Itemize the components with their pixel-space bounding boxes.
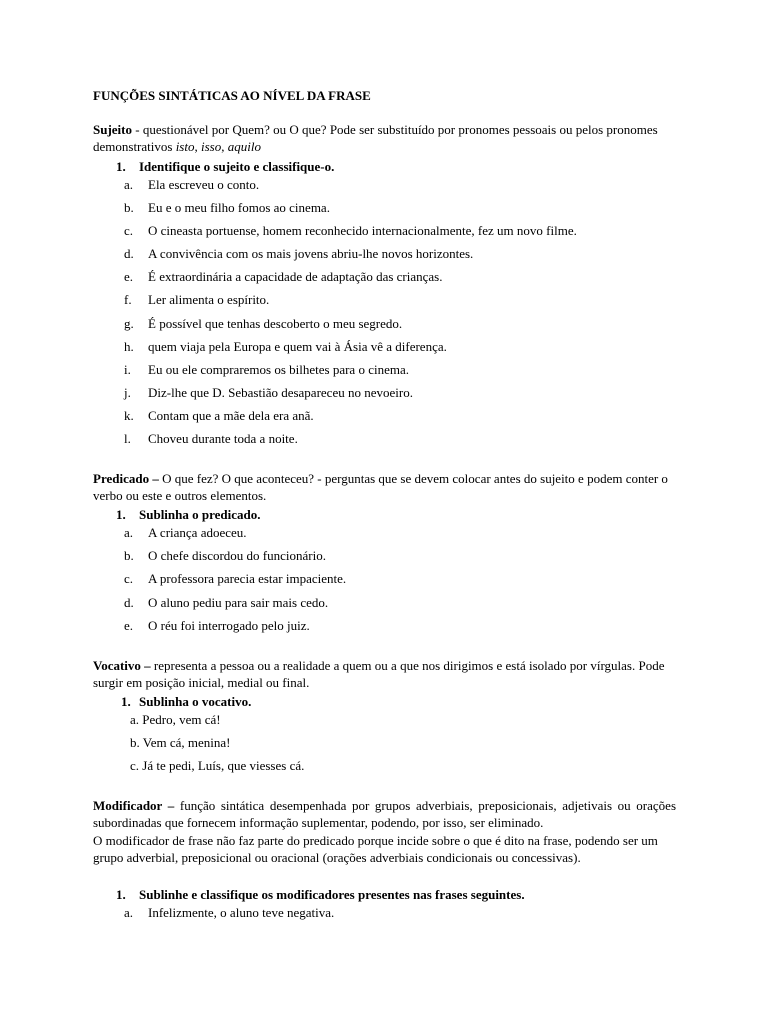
list-item: d. O aluno pediu para sair mais cedo. xyxy=(124,595,329,610)
list-item: f. Ler alimenta o espírito. xyxy=(124,292,270,307)
exercise-instruction: Identifique o sujeito e classifique-o. xyxy=(139,159,335,174)
predicado-definition: Predicado – O que fez? O que aconteceu? - perguntas que se devem colocar antes do sujeito e podem conter o verbo ou este e outros elementos. xyxy=(93,471,668,503)
exercise-instruction: Sublinha o predicado. xyxy=(139,507,261,522)
exercise-number: 1. xyxy=(121,694,131,709)
list-item: l. Choveu durante toda a noite. xyxy=(124,431,298,446)
list-item: h. quem viaja pela Europa e quem vai à Ásia vê a diferença. xyxy=(124,339,447,354)
list-item: a. Pedro, vem cá! xyxy=(130,712,221,727)
vocativo-definition: Vocativo – representa a pessoa ou a realidade a quem ou a que nos dirigimos e está isolado por vírgulas. Pode surgir em posição inicial, medial ou final. xyxy=(93,658,665,690)
list-item: a. Ela escreveu o conto. xyxy=(124,177,260,192)
predicado-term: Predicado – xyxy=(93,471,159,486)
list-item: g. É possível que tenhas descoberto o meu segredo. xyxy=(124,316,403,331)
sujeito-term: Sujeito xyxy=(93,122,132,137)
modificador-term: Modificador – xyxy=(93,798,175,813)
page-title: FUNÇÕES SINTÁTICAS AO NÍVEL DA FRASE xyxy=(93,88,371,103)
list-item: k. Contam que a mãe dela era anã. xyxy=(124,408,314,423)
sujeito-definition: Sujeito - questionável por Quem? ou O que? Pode ser substituído por pronomes pessoais ou pelos pronomes demonstrativos isto, isso, aquilo xyxy=(93,122,658,154)
list-item: b. Vem cá, menina! xyxy=(130,735,231,750)
list-item: e. É extraordinária a capacidade de adaptação das crianças. xyxy=(124,269,443,284)
list-item: c. Já te pedi, Luís, que viesses cá. xyxy=(130,758,305,773)
list-item: e. O réu foi interrogado pelo juiz. xyxy=(124,618,310,633)
list-item: b. O chefe discordou do funcionário. xyxy=(124,548,326,563)
list-item: j. Diz-lhe que D. Sebastião desapareceu no nevoeiro. xyxy=(124,385,413,400)
vocativo-term: Vocativo – xyxy=(93,658,151,673)
exercise-instruction: Sublinhe e classifique os modificadores presentes nas frases seguintes. xyxy=(139,887,525,902)
exercise-instruction: Sublinha o vocativo. xyxy=(139,694,252,709)
modificador-definition-2: O modificador de frase não faz parte do predicado porque incide sobre o que é dito na frase, podendo ser um grupo adverbial, preposicional ou oracional (orações adverbiais condicionais ou concessivas). xyxy=(93,833,658,865)
list-item: d. A convivência com os mais jovens abriu-lhe novos horizontes. xyxy=(124,246,474,261)
list-item: i. Eu ou ele compraremos os bilhetes para o cinema. xyxy=(124,362,409,377)
exercise-number: 1. xyxy=(116,507,126,522)
list-item: c. O cineasta portuense, homem reconhecido internacionalmente, fez um novo filme. xyxy=(124,223,577,238)
list-item: a. A criança adoeceu. xyxy=(124,525,247,540)
list-item: c. A professora parecia estar impaciente. xyxy=(124,571,347,586)
modificador-definition: Modificador – função sintática desempenhada por grupos adverbiais, preposicionais, adjetivais ou orações subordinadas que fornecem informação suplementar, podendo, por isso, ser eliminado. xyxy=(93,798,677,830)
list-item: a. Infelizmente, o aluno teve negativa. xyxy=(124,905,335,920)
exercise-number: 1. xyxy=(116,887,126,902)
exercise-number: 1. xyxy=(116,159,126,174)
list-item: b. Eu e o meu filho fomos ao cinema. xyxy=(124,200,330,215)
